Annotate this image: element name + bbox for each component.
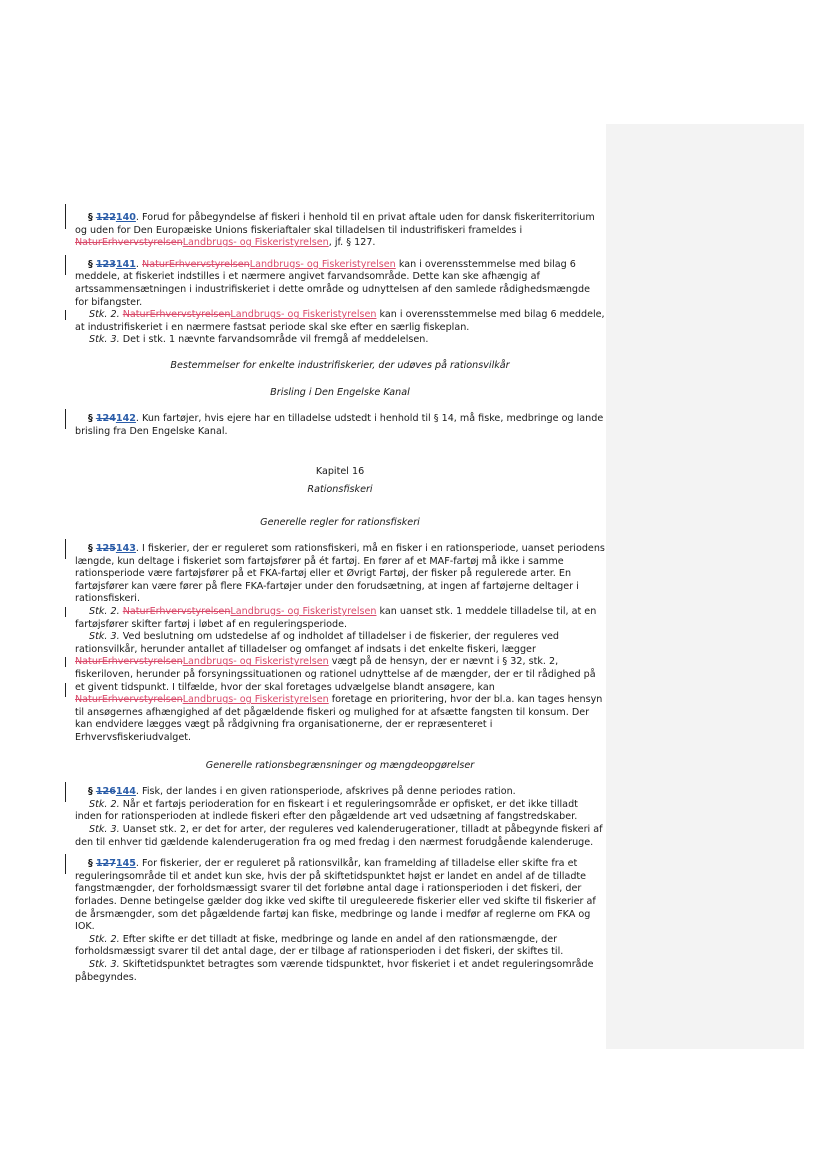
- chapter-number: Kapitel 16: [315, 466, 365, 478]
- heading-generelle-regler: Generelle regler for rationsfiskeri: [260, 516, 420, 528]
- inserted-text: Landbrugs- og Fiskeristyrelsen: [182, 694, 329, 706]
- stk-3: [75, 631, 605, 744]
- inserted-text: Landbrugs- og Fiskeristyrelsen: [182, 237, 329, 249]
- deleted-text: NaturErhvervstyrelsen: [75, 694, 183, 706]
- stk-2: [75, 934, 605, 959]
- change-bar: [65, 854, 66, 874]
- section-145: [75, 858, 605, 934]
- inserted-text: Landbrugs- og Fiskeristyrelsen: [230, 309, 377, 321]
- change-bar: [65, 255, 66, 275]
- change-bar: [65, 204, 66, 229]
- change-bar: [65, 409, 66, 429]
- section-141: [75, 259, 605, 309]
- section-text: . Kun fartøjer, hvis ejere har en tilladelse udstedt i henhold til § 14, må fiske, medbringe og lande brisling fra Den Engelske Kanal.: [75, 413, 604, 437]
- section-sign: §: [88, 413, 93, 425]
- deleted-section-number: 122: [95, 212, 116, 223]
- section-text: . I fiskerier, der er reguleret som rationsfiskeri, må en fisker i en rationsperiode, uanset periodens længde, kun deltage i fiskeriet som fartøjsfører på ét fartøj. En fører af et MAF-fartøj må ikke i samme rationsperiode være fartøjsfører på et FKA-fartøj eller et Øvrigt Fartøj, der fisker på regulerede arter. En fartøjsfører kan være fører på flere FKA-fartøjer under den forudsætning, at ingen af fartøjerne deltager i rationsfiskeri.: [75, 543, 605, 605]
- stk-3: [75, 824, 605, 849]
- inserted-text: Landbrugs- og Fiskeristyrelsen: [230, 606, 377, 618]
- inserted-text: Landbrugs- og Fiskeristyrelsen: [249, 258, 396, 270]
- heading-begraensninger: Generelle rationsbegrænsninger og mængdeopgørelser: [205, 759, 475, 771]
- section-sign: §: [88, 258, 93, 270]
- stk-text: Når et fartøjs perioderation for en fiskeart i et reguleringsområde er opfisket, er det ikke tilladt inden for rationsperioden at indlede fiskeri efter den pågældende art ved udsætning af fangstredskaber.: [75, 798, 578, 823]
- stk-label: Stk. 3.: [89, 631, 120, 643]
- deleted-section-number: 127: [95, 858, 116, 870]
- section-sign: §: [88, 212, 93, 223]
- change-bar: [65, 607, 66, 617]
- stk-text: vægt på de hensyn, der er nævnt i § 32, stk. 2, fiskeriloven, herunder på forsyningssituationen og rationel udnyttelse af de mængder, der er til rådighed på et givent tidspunkt. I tilfælde, hvor der skal foretages udvælgelse blandt ansøgere, kan: [75, 656, 596, 693]
- deleted-section-number: 126: [95, 786, 116, 798]
- stk-2: [75, 799, 605, 824]
- change-bar: [65, 782, 66, 802]
- stk-label: Stk. 2.: [89, 798, 120, 810]
- inserted-section-number: 142: [115, 413, 136, 425]
- stk-3: [75, 334, 605, 347]
- comment-margin-panel: [606, 124, 804, 1049]
- section-text: .: [135, 258, 143, 270]
- section-text: , jf. § 127.: [328, 237, 376, 249]
- section-text: . Fisk, der landes i en given rationsperiode, afskrives på denne periodes ration.: [135, 786, 516, 798]
- stk-text: kan uanset stk. 1 meddele tilladelse til, at en fartøjsfører skifter fartøj i løbet af en reguleringsperiode.: [75, 606, 597, 630]
- inserted-section-number: 145: [115, 858, 136, 870]
- deleted-section-number: 124: [95, 413, 116, 425]
- deleted-text: NaturErhvervstyrelsen: [75, 237, 183, 249]
- deleted-section-number: 123: [95, 258, 116, 270]
- stk-2: [75, 309, 605, 334]
- stk-text: Ved beslutning om udstedelse af og indholdet af tilladelser i de fiskerier, der reguleres ved rationsvilkår, herunder antallet af tilladelser og omfanget af indsats i det enkelte fiskeri, lægger: [75, 631, 559, 655]
- stk-label: Stk. 2.: [89, 309, 120, 321]
- section-sign: §: [88, 543, 93, 555]
- deleted-text: NaturErhvervstyrelsen: [75, 656, 183, 668]
- inserted-section-number: 143: [115, 543, 136, 555]
- section-sign: §: [88, 786, 93, 798]
- section-143: [75, 543, 605, 606]
- section-144: [75, 786, 605, 799]
- stk-text: foretage en prioritering, hvor der bl.a. kan tages hensyn til ansøgernes afhængighed af det pågældende fiskeri og mulighed for at afsætte fangsten til konsum. Der kan endvidere lægges vægt på rådgivning fra organisationerne, der er repræsenteret i Erhvervsfiskeriudvalget.: [75, 694, 603, 743]
- deleted-text: NaturErhvervstyrelsen: [142, 258, 250, 270]
- deleted-text: NaturErhvervstyrelsen: [122, 309, 231, 321]
- inserted-section-number: 144: [115, 786, 136, 798]
- change-bar: [65, 657, 66, 667]
- change-bar: [65, 310, 66, 320]
- document-page: [75, 212, 605, 984]
- inserted-text: Landbrugs- og Fiskeristyrelsen: [182, 656, 329, 668]
- deleted-section-number: 125: [95, 543, 116, 555]
- stk-label: Stk. 2.: [89, 606, 120, 618]
- stk-text: Skiftetidspunktet betragtes som værende tidspunktet, hvor fiskeriet i et andet reguleringsområde påbegyndes.: [75, 958, 594, 983]
- section-140: [75, 212, 605, 250]
- inserted-section-number: 140: [115, 212, 136, 223]
- section-text: kan i overensstemmelse med bilag 6 meddele, at fiskeriet indstilles i et nærmere angivet farvandsområde. Dette kan ske afhængig af artssammensætningen i industrifiskeriet i dette område og udnyttelsen af den samlede rådighedsmængde for bifangster.: [75, 258, 590, 308]
- stk-2: [75, 606, 605, 631]
- section-text: . Forud for påbegyndelse af fiskeri i henhold til en privat aftale uden for dansk fiskeriterritorium og uden for Den Europæiske Unions fiskeriaftaler skal tilladelsen til industrifiskeri frameldes i: [75, 212, 595, 236]
- stk-text: Det i stk. 1 nævnte farvandsområde vil fremgå af meddelelsen.: [119, 334, 429, 346]
- section-text: . For fiskerier, der er reguleret på rationsvilkår, kan framelding af tilladelse eller skifte fra et reguleringsområde til et andet kun ske, hvis der på skiftetidspunktet højst er landet en andel af de tilladte fangstmængder, der forholdsmæssigt svarer til det forløbne antal dage i rationsperioden i det fiskeri, der forlades. Denne betingelse gælder dog ikke ved skifte til ureguleerede fiskerier eller ved skifte til fiskerier af de årsmængder, som det pågældende fartøj kan fiske, medbringe og lande i medfør af reglerne om FKA og IOK.: [75, 858, 596, 933]
- stk-label: Stk. 2.: [89, 933, 120, 945]
- stk-text: kan i overensstemmelse med bilag 6 meddele, at industrifiskeriet i en nærmere fastsat periode skal ske efter en særlig fiskeplan.: [75, 309, 605, 333]
- stk-label: Stk. 3.: [89, 823, 120, 835]
- change-bar: [65, 539, 66, 559]
- stk-label: Stk. 3.: [89, 958, 120, 970]
- stk-3: [75, 959, 605, 984]
- heading-industrifiskerier: Bestemmelser for enkelte industrifiskerier, der udøves på rationsvilkår: [170, 359, 510, 371]
- heading-brisling: Brisling i Den Engelske Kanal: [270, 386, 410, 398]
- inserted-section-number: 141: [115, 258, 136, 270]
- stk-text: Efter skifte er det tilladt at fiske, medbringe og lande en andel af den rationsmængde, der forholdsmæssigt svarer til det antal dage, der er tilbage af rationsperioden i det fiskeri, der skiftes til.: [75, 933, 564, 958]
- change-bar: [65, 683, 66, 697]
- stk-text: Uanset stk. 2, er det for arter, der reguleres ved kalenderugerationer, tilladt at påbegynde fiskeri af den til enhver tid gældende kalenderugeration fra og med fredag i den nærmest forudgående kalenderuge.: [75, 823, 603, 848]
- stk-label: Stk. 3.: [89, 334, 120, 346]
- section-sign: §: [88, 858, 93, 870]
- deleted-text: NaturErhvervstyrelsen: [122, 606, 231, 618]
- section-142: [75, 413, 605, 438]
- chapter-title: Rationsfiskeri: [307, 483, 373, 495]
